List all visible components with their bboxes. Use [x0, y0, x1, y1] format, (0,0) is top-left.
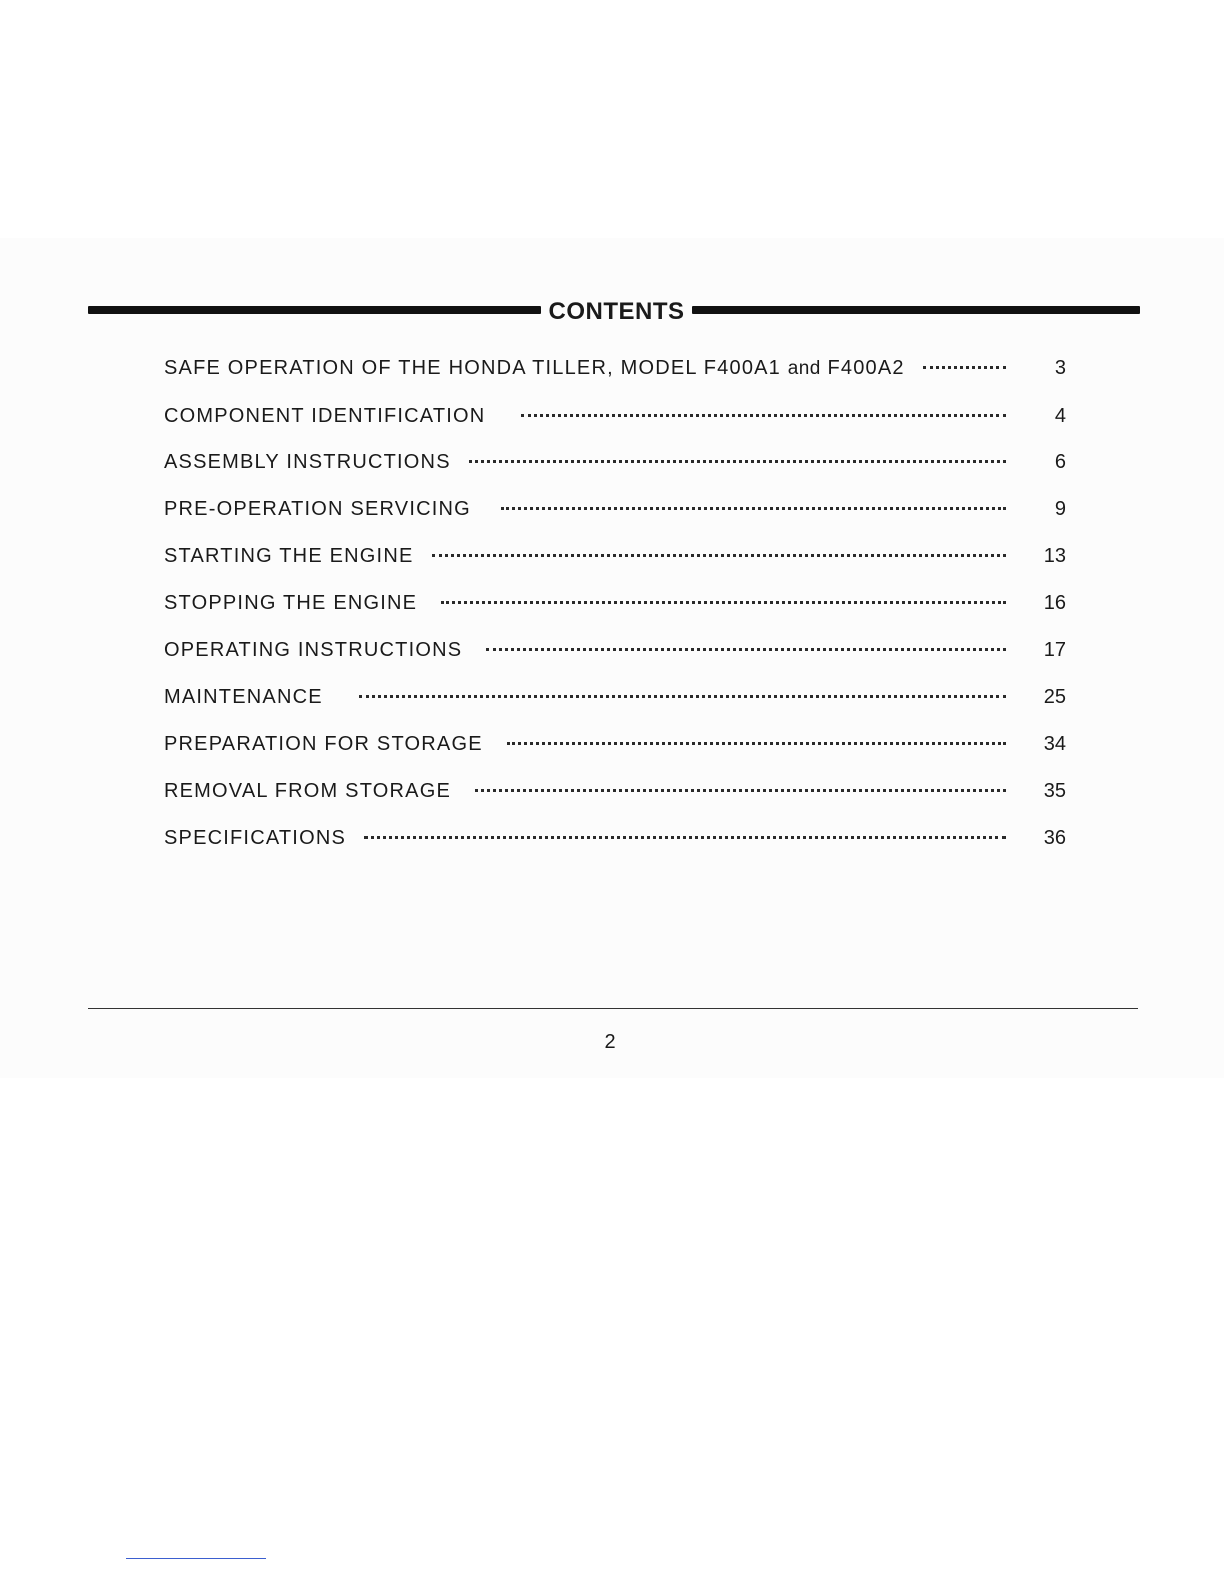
contents-header	[88, 296, 1140, 330]
dot-leader	[364, 836, 1006, 839]
toc-entry-page: 6	[1054, 451, 1066, 473]
toc-entry-assembly-instructions[interactable]	[164, 447, 1066, 477]
toc-entry-component-identification[interactable]	[164, 401, 1066, 431]
toc-entry-operating-instructions[interactable]	[164, 635, 1066, 665]
dot-leader	[521, 414, 1006, 417]
dot-leader	[507, 742, 1006, 745]
dot-leader	[475, 789, 1006, 792]
toc-entry-page: 35	[1043, 780, 1066, 802]
dot-leader	[441, 601, 1006, 604]
toc-entry-stopping-the-engine[interactable]	[164, 588, 1066, 618]
toc-entry-title: MAINTENANCE	[164, 686, 323, 708]
toc-entry-page: 4	[1054, 405, 1066, 427]
toc-entry-page: 16	[1043, 592, 1066, 614]
toc-entry-removal-from-storage[interactable]	[164, 776, 1066, 806]
toc-entry-page: 34	[1043, 733, 1066, 755]
toc-entry-title: ASSEMBLY INSTRUCTIONS	[164, 451, 451, 473]
toc-entry-page: 13	[1043, 545, 1066, 567]
toc-entry-preparation-for-storage[interactable]	[164, 729, 1066, 759]
toc-entry-page: 36	[1043, 827, 1066, 849]
toc-entry-pre-operation-servicing[interactable]	[164, 494, 1066, 524]
toc-entry-starting-the-engine[interactable]	[164, 541, 1066, 571]
toc-entry-title-main: SAFE OPERATION OF THE HONDA TILLER, MODEL F400A1	[164, 357, 782, 379]
toc-entry-title: COMPONENT IDENTIFICATION	[164, 405, 486, 427]
dot-leader	[359, 695, 1006, 698]
dot-leader	[486, 648, 1006, 651]
toc-entry-title: REMOVAL FROM STORAGE	[164, 780, 451, 802]
dot-leader	[469, 460, 1006, 463]
dot-leader	[432, 554, 1007, 557]
toc-entry-title: SPECIFICATIONS	[164, 827, 347, 849]
toc-entry-title-and: and	[787, 358, 821, 379]
toc-entry-page: 9	[1054, 498, 1066, 520]
header-rule-left	[88, 306, 541, 314]
dot-leader	[923, 366, 1006, 369]
footer-rule	[88, 1008, 1138, 1009]
toc-entry-maintenance[interactable]	[164, 682, 1066, 712]
toc-entry-title: PREPARATION FOR STORAGE	[164, 733, 483, 755]
toc-entry-page: 25	[1043, 686, 1066, 708]
page-number: 2	[604, 1031, 616, 1053]
dot-leader	[501, 507, 1006, 510]
toc-entry-page: 17	[1043, 639, 1066, 661]
toc-entry-title	[164, 353, 905, 384]
toc-entry-specifications[interactable]	[164, 823, 1066, 853]
header-rule-right	[692, 306, 1140, 314]
toc-entry-title-model: F400A2	[827, 357, 905, 379]
toc-entry-title: OPERATING INSTRUCTIONS	[164, 639, 463, 661]
toc-entry-page: 3	[1054, 357, 1066, 379]
toc-entry-safe-operation[interactable]	[164, 353, 1066, 383]
contents-title: CONTENTS	[548, 298, 685, 325]
footer-link-underline	[126, 1558, 266, 1559]
toc-entry-title: STARTING THE ENGINE	[164, 545, 414, 567]
toc-entry-title: PRE-OPERATION SERVICING	[164, 498, 471, 520]
toc-entry-title: STOPPING THE ENGINE	[164, 592, 418, 614]
